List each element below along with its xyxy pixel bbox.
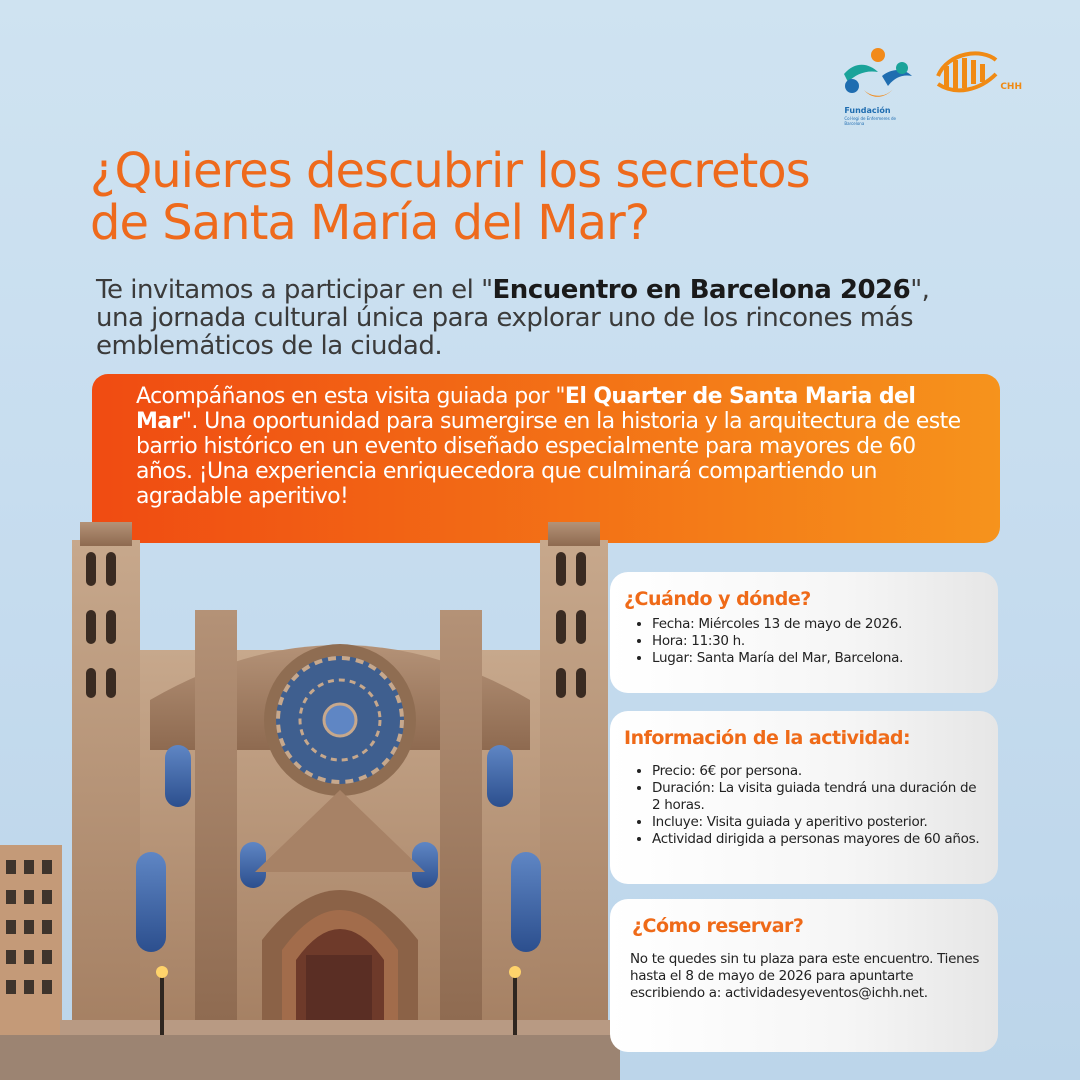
list-item: • Hora: 11:30 h. — [652, 633, 986, 650]
booking-card — [610, 899, 998, 1052]
when-where-heading: ¿Cuándo y dónde? — [624, 588, 811, 610]
highlight-suffix: ". Una oportunidad para sumergirse en la historia y la arquitectura de este barrio histórico en un evento diseñado especialmente para mayores de 60 años. ¡Una experiencia enriquecedora que culminará compartiendo un agradable aperitivo! — [136, 409, 961, 509]
highlight-prefix: Acompáñanos en esta visita guiada por " — [136, 384, 565, 409]
fundacion-logo — [838, 46, 918, 126]
list-item: • Incluye: Visita guiada y aperitivo posterior. — [652, 814, 986, 831]
cathedral-illustration — [0, 500, 620, 1080]
intro-paragraph — [96, 276, 956, 360]
booking-heading: ¿Cómo reservar? — [632, 915, 804, 937]
title-line-1: ¿Quieres descubrir los secretos — [90, 143, 810, 199]
chh-logo — [936, 46, 1022, 96]
page-title — [90, 145, 1030, 249]
intro-event-name: Encuentro en Barcelona 2026 — [492, 275, 911, 305]
activity-info-list — [624, 763, 986, 848]
when-where-list — [624, 616, 986, 667]
list-item: • Actividad dirigida a personas mayores de 60 años. — [652, 831, 986, 848]
intro-prefix: Te invitamos a participar en el " — [96, 275, 493, 305]
booking-text: No te quedes sin tu plaza para este encuentro. Tienes hasta el 8 de mayo de 2026 para apuntarte escribiendo a: actividadesyeventos@ichh.net. — [630, 951, 980, 1001]
list-item: • Duración: La visita guiada tendrá una duración de 2 horas. — [652, 780, 986, 814]
logos — [838, 46, 1022, 126]
fundacion-label: Fundación — [844, 106, 891, 115]
activity-info-card — [610, 711, 998, 884]
chh-label: CHH — [1000, 82, 1022, 92]
intro-suffix: ", una jornada cultural única para explorar uno de los rincones más emblemáticos de la ciudad. — [96, 275, 930, 361]
list-item: • Lugar: Santa María del Mar, Barcelona. — [652, 650, 986, 667]
list-item: • Fecha: Miércoles 13 de mayo de 2026. — [652, 616, 986, 633]
activity-info-heading: Información de la actividad: — [624, 727, 911, 749]
list-item: • Precio: 6€ por persona. — [652, 763, 986, 780]
title-line-2: de Santa María del Mar? — [90, 195, 650, 251]
when-where-card — [610, 572, 998, 693]
highlight-quarter-name: El Quarter de Santa Maria del Mar — [136, 384, 916, 434]
fundacion-sublabel: Col·legi de Enfermeres de Barcelona — [844, 116, 896, 126]
